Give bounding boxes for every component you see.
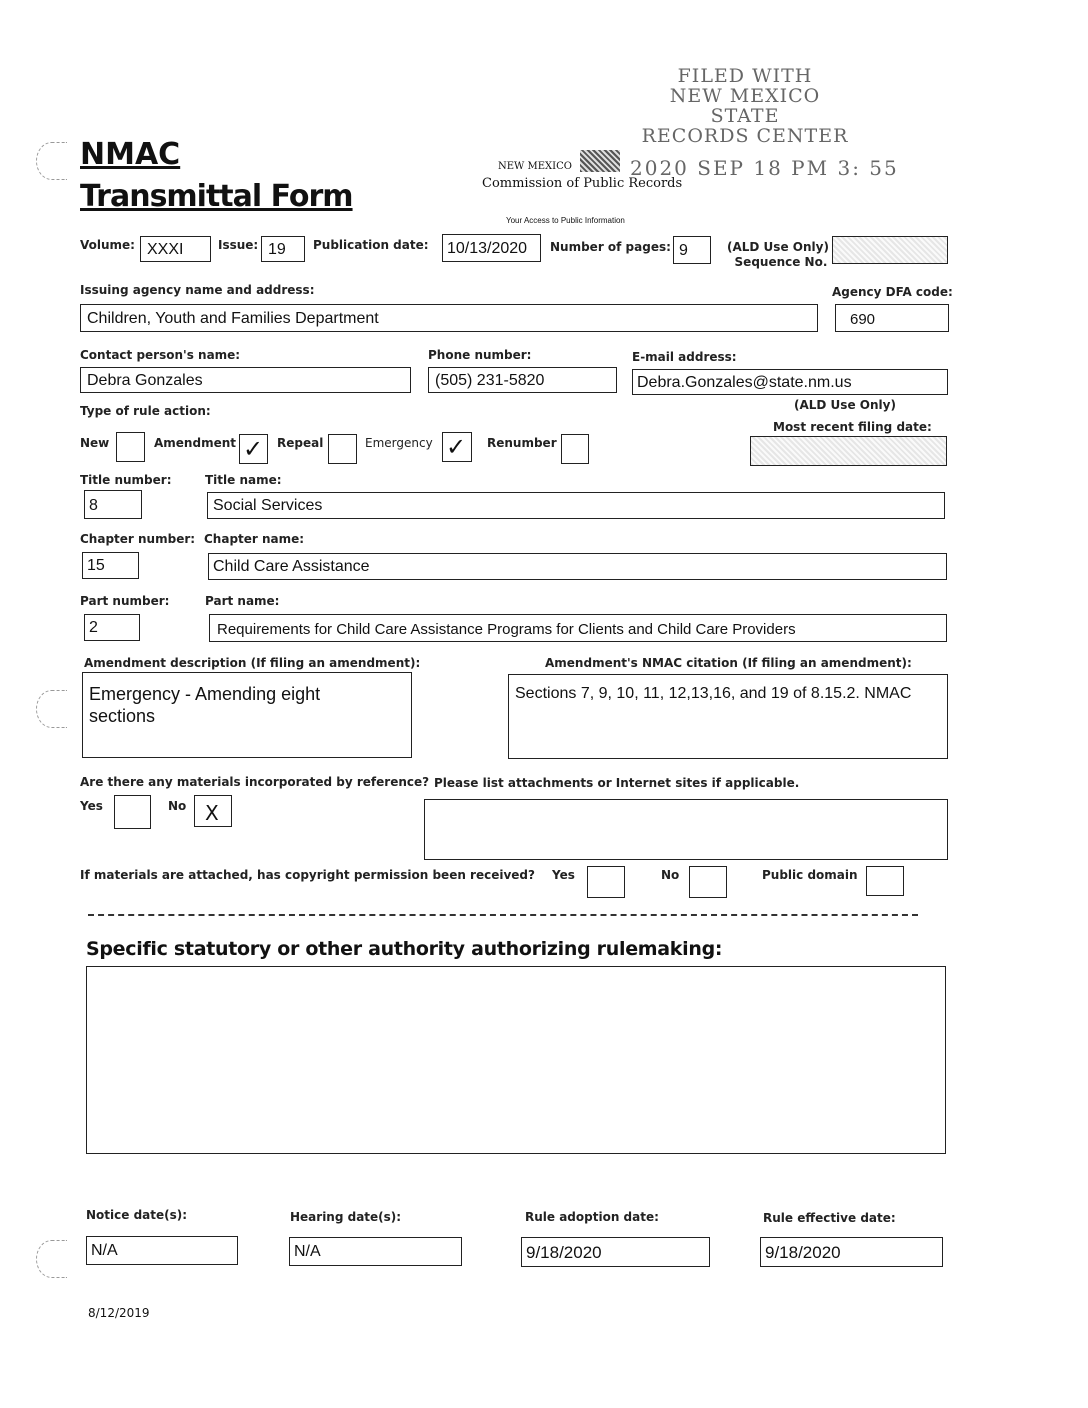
hearing-date-label: Hearing date(s): bbox=[290, 1210, 402, 1224]
title-number-field[interactable] bbox=[84, 490, 142, 519]
adoption-date-value: 9/18/2020 bbox=[526, 1243, 602, 1262]
chapter-name-field[interactable] bbox=[208, 553, 947, 580]
agency-field[interactable] bbox=[80, 304, 818, 332]
effective-date-label: Rule effective date: bbox=[763, 1211, 896, 1225]
ald-use-only-label: (ALD Use Only) bbox=[794, 398, 896, 412]
agency-value: Children, Youth and Families Department bbox=[87, 310, 379, 327]
issue-field[interactable] bbox=[261, 236, 305, 262]
pages-field[interactable] bbox=[673, 236, 711, 264]
part-name-label: Part name: bbox=[205, 594, 280, 608]
contact-name-label: Contact person's name: bbox=[80, 348, 241, 362]
rule-action-amendment-checkbox[interactable] bbox=[239, 434, 268, 464]
issue-value: 19 bbox=[268, 241, 286, 258]
rule-action-emergency-label: Emergency bbox=[365, 436, 433, 450]
public-domain-label: Public domain bbox=[762, 868, 858, 882]
most-recent-filing-label: Most recent filing date: bbox=[773, 420, 932, 434]
adoption-date-field[interactable] bbox=[521, 1237, 710, 1267]
revision-date: 8/12/2019 bbox=[88, 1306, 150, 1320]
public-domain-checkbox[interactable] bbox=[866, 866, 904, 896]
pages-label: Number of pages: bbox=[550, 240, 671, 254]
pages-value: 9 bbox=[679, 242, 688, 259]
title-number-label: Title number: bbox=[80, 473, 172, 487]
authority-field[interactable] bbox=[86, 966, 946, 1154]
publication-date-field[interactable] bbox=[442, 234, 541, 262]
agency-label: Issuing agency name and address: bbox=[80, 283, 315, 297]
section-divider bbox=[88, 914, 918, 916]
title-name-label: Title name: bbox=[205, 473, 282, 487]
amendment-citation-value: Sections 7, 9, 10, 11, 12,13,16, and 19 of 8.15.2. NMAC bbox=[515, 685, 912, 702]
dfa-code-field[interactable] bbox=[835, 304, 949, 332]
title-line-1: NMAC bbox=[80, 137, 181, 172]
ald-sequence-label bbox=[727, 240, 829, 270]
copyright-yes-label: Yes bbox=[552, 868, 575, 882]
effective-date-field[interactable] bbox=[760, 1237, 943, 1267]
hearing-date-value: N/A bbox=[294, 1243, 321, 1260]
effective-date-value: 9/18/2020 bbox=[765, 1243, 841, 1262]
amendment-description-field[interactable] bbox=[82, 672, 412, 758]
volume-label: Volume: bbox=[80, 238, 135, 252]
rule-action-label: Type of rule action: bbox=[80, 404, 211, 418]
form-title bbox=[80, 134, 353, 218]
notice-date-label: Notice date(s): bbox=[86, 1208, 188, 1222]
sequence-number-field bbox=[832, 236, 948, 264]
copyright-no-checkbox[interactable] bbox=[689, 866, 727, 898]
hearing-date-field[interactable] bbox=[289, 1237, 462, 1266]
attachments-field[interactable] bbox=[424, 799, 948, 860]
dfa-code-value: 690 bbox=[850, 311, 876, 328]
materials-label: Are there any materials incorporated by reference? bbox=[80, 775, 430, 789]
amendment-citation-field[interactable] bbox=[508, 674, 948, 759]
materials-no-mark: X bbox=[205, 801, 219, 825]
amendment-citation-label: Amendment's NMAC citation (If filing an amendment): bbox=[545, 656, 912, 670]
copyright-label: If materials are attached, has copyright permission been received? bbox=[80, 868, 535, 882]
copyright-yes-checkbox[interactable] bbox=[587, 866, 625, 898]
rule-action-emergency-checkbox[interactable] bbox=[442, 432, 472, 462]
part-number-label: Part number: bbox=[80, 594, 170, 608]
amendment-description-label: Amendment description (If filing an amendment): bbox=[84, 656, 421, 670]
checkmark-icon: ✓ bbox=[243, 435, 264, 463]
punch-hole bbox=[36, 690, 67, 728]
stamp-line-3: RECORDS CENTER bbox=[641, 125, 849, 147]
amendment-description-value: Emergency - Amending eight sections bbox=[89, 684, 321, 726]
logo-small-text: NEW MEXICO bbox=[498, 161, 572, 172]
checkmark-icon: ✓ bbox=[446, 433, 467, 461]
publication-date-label: Publication date: bbox=[313, 238, 429, 252]
rule-action-renumber-checkbox[interactable] bbox=[561, 434, 589, 464]
email-field[interactable] bbox=[632, 369, 948, 395]
punch-hole bbox=[36, 1240, 67, 1278]
copyright-no-label: No bbox=[661, 868, 680, 882]
attachments-label: Please list attachments or Internet sites if applicable. bbox=[434, 776, 800, 790]
chapter-number-field[interactable] bbox=[82, 552, 139, 579]
phone-label: Phone number: bbox=[428, 348, 532, 362]
ald-label-line-2: Sequence No. bbox=[734, 255, 828, 269]
materials-yes-checkbox[interactable] bbox=[114, 795, 151, 829]
stamp-line-2: NEW MEXICO STATE bbox=[669, 85, 821, 127]
adoption-date-label: Rule adoption date: bbox=[525, 1210, 659, 1224]
chapter-name-value: Child Care Assistance bbox=[213, 558, 370, 575]
chapter-name-label: Chapter name: bbox=[204, 532, 305, 546]
notice-date-value: N/A bbox=[91, 1242, 118, 1259]
rule-action-amendment-label: Amendment bbox=[154, 436, 236, 450]
authority-heading: Specific statutory or other authority authorizing rulemaking: bbox=[86, 938, 723, 960]
materials-no-label: No bbox=[168, 799, 187, 813]
phone-value: (505) 231-5820 bbox=[435, 372, 545, 389]
rule-action-new-checkbox[interactable] bbox=[116, 432, 145, 462]
ald-label-line-1: (ALD Use Only) bbox=[727, 240, 829, 254]
materials-no-checkbox[interactable] bbox=[194, 795, 232, 827]
dfa-code-label: Agency DFA code: bbox=[832, 285, 953, 299]
rule-action-repeal-label: Repeal bbox=[277, 436, 324, 450]
logo-emblem-icon bbox=[580, 150, 620, 172]
publication-date-value: 10/13/2020 bbox=[447, 240, 528, 257]
part-number-value: 2 bbox=[89, 619, 98, 636]
most-recent-filing-field bbox=[750, 436, 947, 466]
part-name-field[interactable] bbox=[209, 614, 947, 642]
materials-yes-label: Yes bbox=[80, 799, 103, 813]
punch-hole bbox=[36, 142, 67, 180]
stamp-line-1: FILED WITH bbox=[677, 65, 813, 87]
chapter-number-value: 15 bbox=[87, 557, 105, 574]
rule-action-renumber-label: Renumber bbox=[487, 436, 557, 450]
part-name-value: Requirements for Child Care Assistance Programs for Clients and Child Care Providers bbox=[217, 621, 796, 638]
logo-tagline: Your Access to Public Information bbox=[506, 216, 625, 225]
stamp-datetime: 2020 SEP 18 PM 3: 55 bbox=[630, 156, 899, 180]
title-line-2: Transmittal Form bbox=[80, 179, 353, 214]
title-name-field[interactable] bbox=[207, 492, 945, 519]
part-number-field[interactable] bbox=[84, 614, 140, 641]
filed-stamp bbox=[640, 66, 850, 146]
volume-value: XXXI bbox=[147, 241, 184, 258]
notice-date-field[interactable] bbox=[86, 1236, 238, 1265]
rule-action-repeal-checkbox[interactable] bbox=[328, 434, 357, 464]
logo-main-text: Commission of Public Records bbox=[482, 176, 683, 191]
contact-name-value: Debra Gonzales bbox=[87, 372, 203, 389]
email-label: E-mail address: bbox=[632, 350, 737, 364]
rule-action-new-label: New bbox=[80, 436, 110, 450]
email-value: Debra.Gonzales@state.nm.us bbox=[637, 374, 852, 391]
phone-field[interactable] bbox=[428, 367, 617, 393]
chapter-number-label: Chapter number: bbox=[80, 532, 196, 546]
title-number-value: 8 bbox=[89, 497, 98, 514]
issue-label: Issue: bbox=[218, 238, 259, 252]
title-name-value: Social Services bbox=[213, 497, 323, 514]
contact-name-field[interactable] bbox=[80, 367, 411, 393]
volume-field[interactable] bbox=[140, 236, 211, 262]
